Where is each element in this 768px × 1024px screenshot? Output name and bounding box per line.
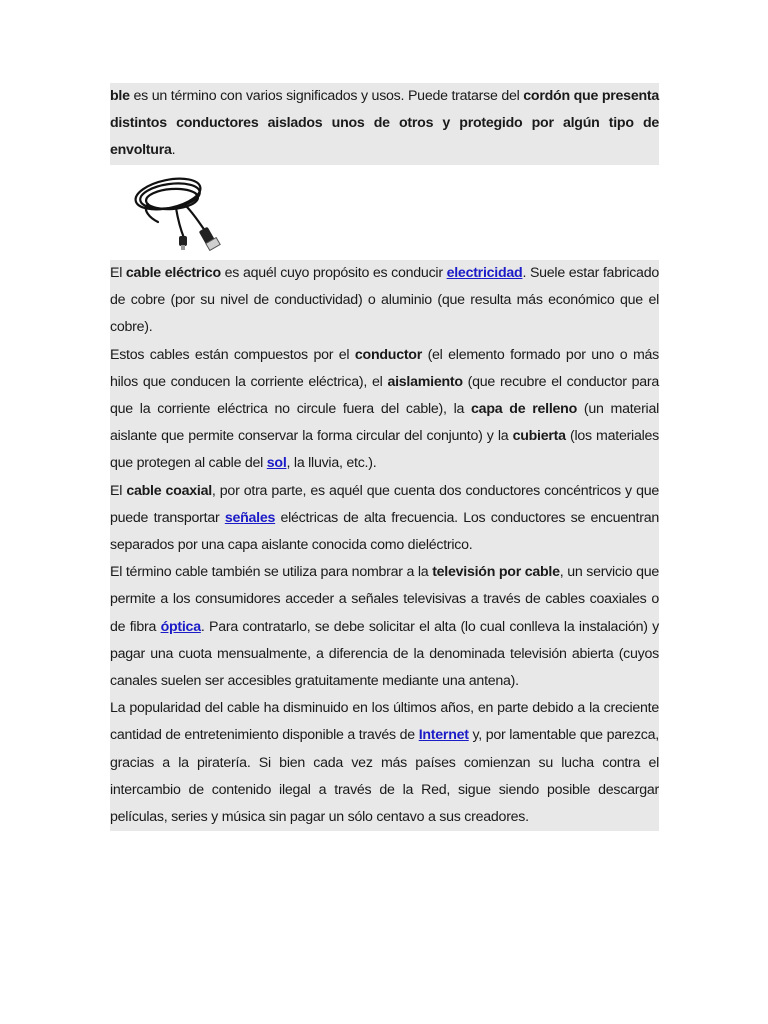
intro-fragment: ble (110, 88, 130, 104)
text: El término cable también se utiliza para nombrar a la (110, 564, 433, 581)
text: y, por lamentable que parezca, gracias a la piratería. Si bien cada vez más países comienzan su lucha contra el intercambio de contenido ilegal a través de la Red, sigue siendo posible descargar películas, series y música sin pagar un sólo centavo a sus creadores. (110, 727, 659, 826)
term-aislamiento: aislamiento (387, 373, 463, 390)
cable-definition: cordón que presenta distintos conductores aislados unos de otros y protegido por algún tipo de envoltura (110, 88, 659, 159)
text: (los materiales que protegen al cable del (110, 428, 659, 472)
paragraph-cable-electrico (110, 260, 659, 342)
text: , un servicio que permite a los consumidores acceder a señales televisivas a través de cables coaxiales o de fibra (110, 564, 659, 635)
intro-block (110, 83, 659, 165)
text: , la lluvia, etc.). (286, 455, 377, 472)
link-internet[interactable]: Internet (418, 727, 469, 744)
term-capa-de-relleno: capa de relleno (471, 401, 577, 418)
text: . Suele estar fabricado de cobre (por su nivel de conductividad) o aluminio (que resulta más económico que el cobre). (110, 265, 659, 336)
term-television-por-cable: televisión por cable (432, 564, 560, 581)
paragraph-componentes (110, 342, 659, 478)
link-senales[interactable]: señales (224, 509, 276, 526)
link-sol[interactable]: sol (266, 455, 287, 472)
text: , por otra parte, es aquél que cuenta dos conductores concéntricos y que puede transportar (110, 482, 659, 526)
paragraph-cable-coaxial (110, 478, 659, 560)
paragraph-popularidad (110, 695, 659, 831)
text: (un material aislante que permite conservar la forma circular del conjunto) y la (110, 401, 659, 445)
usb-cable-image (128, 168, 224, 256)
text: (el elemento formado por uno o más hilos que conducen la corriente eléctrica), el (110, 346, 659, 390)
text: El (110, 482, 127, 499)
body-block (110, 260, 659, 831)
paragraph-television-por-cable (110, 559, 659, 695)
link-electricidad[interactable]: electricidad (446, 265, 523, 281)
text: (que recubre el conductor para que la corriente eléctrica no circule fuera del cable), la (110, 373, 659, 418)
link-optica[interactable]: óptica (160, 618, 201, 635)
intro-paragraph (110, 83, 659, 165)
text: es aquél cuyo propósito es conducir (220, 265, 447, 281)
term-cable-electrico: cable eléctrico (125, 265, 221, 281)
text: eléctricas de alta frecuencia. Los conductores se encuentran separados por una capa aislante conocida como dieléctrico. (110, 509, 659, 554)
term-cubierta: cubierta (512, 428, 566, 445)
term-cable-coaxial: cable coaxial (126, 482, 212, 499)
intro-text: es un término con varios significados y usos. Puede tratarse del (129, 88, 524, 104)
text: Estos cables están compuestos por el (110, 346, 355, 363)
text: . Para contratarlo, se debe solicitar el alta (lo cual conlleva la instalación) y pagar una cuota mensualmente, a diferencia de la denominada televisión abierta (cuyos canales suelen ser accesibles gratuitamente mediante una antena). (110, 618, 659, 690)
text: La popularidad del cable ha disminuido en los últimos años, en parte debido a la creciente cantidad de entretenimiento disponible a través de (110, 700, 659, 744)
term-conductor: conductor (354, 346, 422, 363)
intro-end: . (171, 142, 176, 159)
text: El (110, 265, 126, 281)
